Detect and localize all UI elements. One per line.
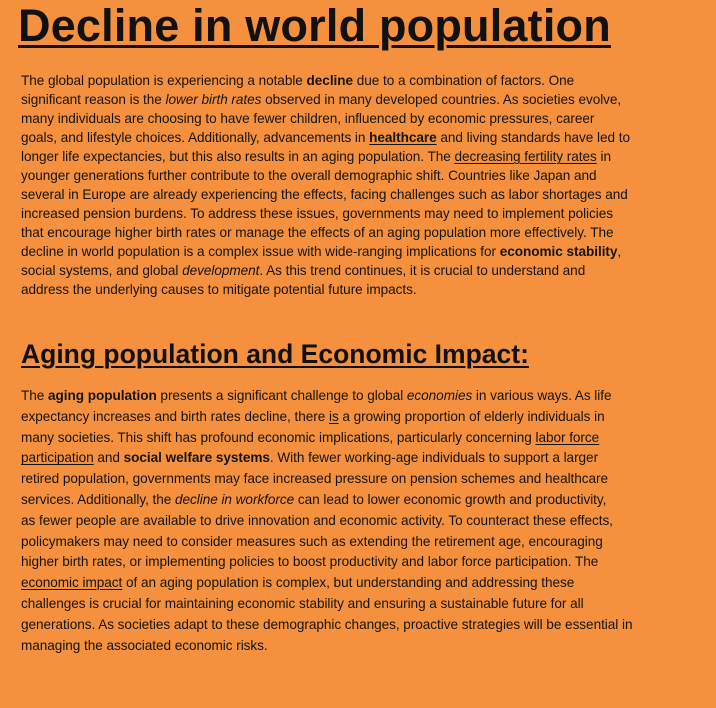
paragraph-line: economic impact of an aging population is complex, but understanding and addressing these: [21, 575, 575, 591]
italic-term: economies: [406, 388, 473, 403]
paragraph-line: goals, and lifestyle choices. Additionally, advancements in healthcare and living standards have led to: [21, 130, 630, 145]
underlined-term: labor force: [535, 429, 600, 445]
page-title: Decline in world population: [18, 0, 611, 51]
bold-term: decline: [306, 73, 354, 88]
bold-term: aging population: [48, 388, 157, 403]
paragraph-line: social systems, and global development. As this trend continues, it is crucial to understand and: [21, 263, 586, 278]
underlined-term: decreasing fertility rates: [454, 149, 597, 164]
bold-term: social welfare systems: [123, 450, 270, 466]
paragraph-line: managing the associated economic risks.: [21, 637, 268, 653]
bold-term: economic stability: [499, 244, 618, 259]
paragraph-line: retired population, governments may face increased pressure on pension schemes and healthcare: [21, 471, 609, 487]
intro-paragraph: [21, 71, 630, 299]
section-heading: Aging population and Economic Impact:: [21, 339, 529, 369]
paragraph-line: increased pension burdens. To address these issues, governments may need to implement policies: [21, 206, 613, 221]
paragraph-line: many societies. This shift has profound economic implications, particularly concerning labor force: [21, 429, 600, 445]
paragraph-line: as fewer people are available to drive innovation and economic activity. To counteract these effects,: [21, 512, 613, 528]
italic-term: lower birth rates: [165, 92, 262, 107]
paragraph-line: longer life expectancies, but this also results in an aging population. The decreasing fertility rates in: [21, 149, 611, 164]
paragraph-line: higher birth rates, or implementing policies to boost productivity and labor force participation. The: [21, 554, 599, 570]
italic-term: decline in workforce: [175, 491, 295, 507]
italic-term: development: [182, 263, 260, 278]
bold-underlined-term: healthcare: [369, 130, 437, 145]
paragraph-line: significant reason is the lower birth rates observed in many developed countries. As societies evolve,: [21, 92, 622, 107]
paragraph-line: The aging population presents a significant challenge to global economies in various ways. As life: [21, 388, 612, 403]
paragraph-line: many individuals are choosing to have fewer children, influenced by economic pressures, career: [21, 111, 595, 126]
paragraph-line: participation and social welfare systems. With fewer working-age individuals to support a larger: [21, 450, 599, 466]
paragraph-line: address the underlying causes to mitigate potential future impacts.: [21, 282, 417, 297]
underlined-term: participation: [21, 450, 94, 466]
paragraph-line: challenges is crucial for maintaining economic stability and ensuring a sustainable future for all: [21, 595, 584, 611]
paragraph-line: expectancy increases and birth rates decline, there is a growing proportion of elderly individuals in: [21, 408, 605, 424]
paragraph-line: services. Additionally, the decline in workforce can lead to lower economic growth and productivity,: [21, 491, 607, 507]
paragraph-line: decline in world population is a complex issue with wide-ranging implications for economic stability,: [21, 244, 622, 259]
paragraph-line: younger generations further contribute to the overall demographic shift. Countries like Japan and: [21, 168, 597, 183]
aging-population-paragraph: [21, 386, 632, 656]
paragraph-line: policymakers may need to consider measures such as extending the retirement age, encouraging: [21, 533, 603, 549]
paragraph-line: generations. As societies adapt to these demographic changes, proactive strategies will be essential in: [21, 616, 633, 632]
paragraph-line: The global population is experiencing a notable decline due to a combination of factors. One: [21, 73, 575, 88]
underlined-term: economic impact: [21, 575, 123, 591]
paragraph-line: several in Europe are already experiencing the effects, facing challenges such as labor shortages and: [21, 187, 628, 202]
underlined-term: is: [328, 408, 339, 424]
paragraph-line: that encourage higher birth rates or manage the effects of an aging population more effectively. The: [21, 225, 614, 240]
